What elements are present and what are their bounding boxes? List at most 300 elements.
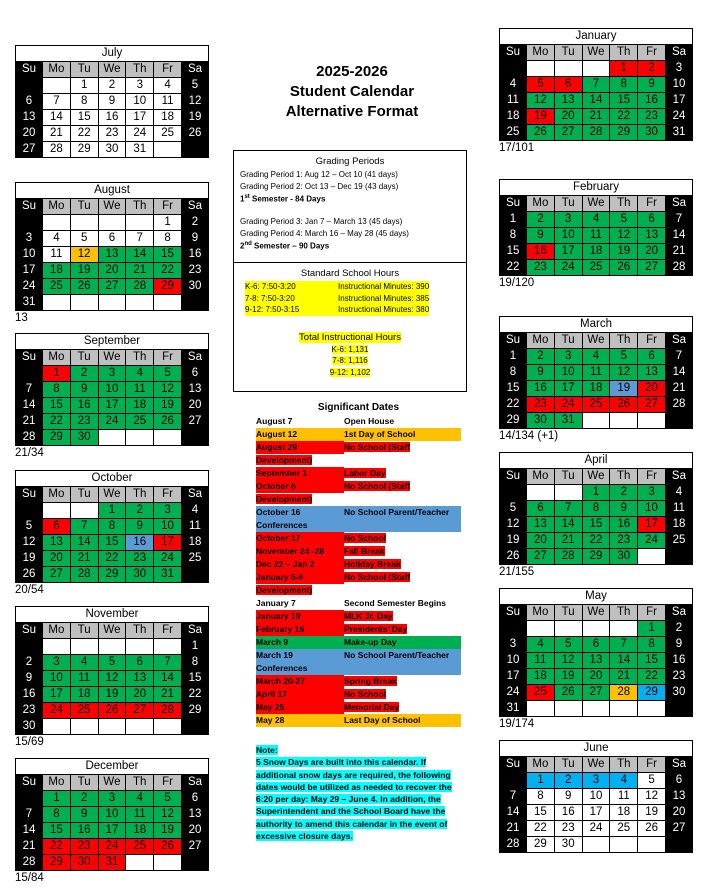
day-cell: 12 <box>98 671 126 687</box>
day-cell: 10 <box>98 382 126 398</box>
day-cell <box>638 549 666 565</box>
day-cell: 5 <box>554 637 582 653</box>
week-row <box>16 839 209 855</box>
day-cell: 8 <box>527 789 555 805</box>
school-hours-box <box>233 262 467 392</box>
day-cell: 24 <box>98 414 126 430</box>
day-cell: 5 <box>610 349 638 365</box>
weekday-header: Tu <box>70 199 98 215</box>
day-cell: 21 <box>154 687 182 703</box>
day-cell: 3 <box>554 212 582 228</box>
week-row <box>16 398 209 414</box>
day-cell: 16 <box>70 823 98 839</box>
day-cell <box>665 549 692 565</box>
day-cell: 23 <box>70 414 98 430</box>
day-cell <box>98 719 126 735</box>
day-cell: 6 <box>527 501 555 517</box>
weekday-header: Fr <box>638 757 666 773</box>
day-count: 20/54 <box>15 584 44 596</box>
event-date: March 9 <box>256 637 289 647</box>
week-row <box>500 805 693 821</box>
calendar-april <box>499 452 693 578</box>
day-cell <box>16 215 43 231</box>
day-cell: 24 <box>665 109 692 125</box>
weekday-header: Sa <box>181 775 208 791</box>
weekday-header: Su <box>500 196 527 212</box>
day-cell <box>582 413 610 429</box>
semester-1-suffix: st <box>244 194 250 200</box>
day-cell: 30 <box>98 142 126 158</box>
week-row <box>500 397 693 413</box>
day-cell: 18 <box>582 381 610 397</box>
week-row <box>16 791 209 807</box>
day-cell: 1 <box>43 791 71 807</box>
weekday-header: Sa <box>181 350 208 366</box>
weekday-header: Mo <box>527 333 555 349</box>
day-cell: 18 <box>126 398 154 414</box>
semester-2-text: Semester – 90 Days <box>251 241 330 251</box>
event-label: Make-up Day <box>344 637 397 647</box>
day-cell: 12 <box>554 653 582 669</box>
day-cell: 13 <box>181 807 208 823</box>
total-hours-value: K-6: 1,131 <box>331 344 369 354</box>
day-cell: 27 <box>554 125 582 141</box>
week-row <box>16 703 209 719</box>
weekday-header: Tu <box>70 487 98 503</box>
month-title: May <box>500 589 693 605</box>
day-cell <box>181 855 208 871</box>
day-cell: 27 <box>638 397 666 413</box>
hours-minutes: Instructional Minutes: 390 <box>338 282 430 291</box>
day-cell: 1 <box>154 215 182 231</box>
day-count: 15/84 <box>15 872 44 884</box>
weekday-header: Mo <box>43 487 71 503</box>
weekday-header: Sa <box>665 757 692 773</box>
day-cell: 16 <box>638 93 666 109</box>
day-cell: 15 <box>98 535 126 551</box>
day-cell: 14 <box>610 653 638 669</box>
day-cell: 7 <box>154 655 182 671</box>
day-cell: 2 <box>665 621 692 637</box>
event-label: Holiday Break <box>344 559 401 569</box>
day-cell: 1 <box>610 61 638 77</box>
day-cell: 17 <box>98 398 126 414</box>
weekday-header: We <box>582 333 610 349</box>
week-row <box>500 109 693 125</box>
day-cell <box>638 837 666 853</box>
week-row <box>500 533 693 549</box>
calendar-december <box>15 758 209 884</box>
day-cell: 21 <box>665 381 692 397</box>
day-cell: 29 <box>500 413 527 429</box>
day-cell: 25 <box>43 279 71 295</box>
week-row <box>500 349 693 365</box>
day-cell <box>126 215 154 231</box>
weekday-header: Mo <box>527 469 555 485</box>
week-row <box>500 637 693 653</box>
weekday-header: Fr <box>154 62 182 78</box>
day-cell: 1 <box>500 349 527 365</box>
day-cell: 9 <box>527 228 555 244</box>
day-cell: 31 <box>126 142 154 158</box>
week-row <box>16 215 209 231</box>
day-cell: 11 <box>582 228 610 244</box>
day-cell: 6 <box>43 519 71 535</box>
day-cell: 30 <box>554 837 582 853</box>
day-cell: 27 <box>665 821 692 837</box>
day-cell: 3 <box>154 503 182 519</box>
grading-heading: Grading Periods <box>315 156 385 167</box>
event-date: August 7 <box>256 416 293 426</box>
day-cell: 7 <box>16 382 43 398</box>
day-cell: 6 <box>638 349 666 365</box>
significant-date-row <box>256 688 461 701</box>
event-date: October 6 <box>256 480 344 493</box>
week-row <box>16 855 209 871</box>
day-cell: 17 <box>582 805 610 821</box>
day-cell <box>16 78 43 94</box>
day-cell: 27 <box>98 279 126 295</box>
snow-day-note <box>256 744 466 842</box>
day-cell: 18 <box>665 517 692 533</box>
day-cell: 14 <box>16 398 43 414</box>
month-title: August <box>16 183 209 199</box>
day-cell: 16 <box>665 653 692 669</box>
day-cell: 23 <box>610 533 638 549</box>
day-count: 14/134 (+1) <box>499 430 559 442</box>
event-label: No School (Staff Development) <box>256 442 411 465</box>
day-cell: 18 <box>582 244 610 260</box>
day-cell: 26 <box>98 703 126 719</box>
day-cell: 12 <box>154 807 182 823</box>
day-cell: 5 <box>638 773 666 789</box>
day-cell: 11 <box>610 789 638 805</box>
day-cell: 29 <box>70 142 98 158</box>
day-cell: 14 <box>582 93 610 109</box>
weekday-header: Fr <box>154 775 182 791</box>
day-cell <box>527 701 555 717</box>
week-row <box>16 567 209 583</box>
day-cell <box>638 413 666 429</box>
week-row <box>16 687 209 703</box>
day-cell: 28 <box>500 837 527 853</box>
day-cell: 28 <box>554 549 582 565</box>
day-cell <box>181 430 208 446</box>
weekday-header: Sa <box>665 333 692 349</box>
day-cell: 3 <box>500 637 527 653</box>
day-cell: 28 <box>16 430 43 446</box>
day-cell: 7 <box>665 349 692 365</box>
weekday-header: Fr <box>154 623 182 639</box>
day-cell: 22 <box>610 109 638 125</box>
day-cell: 22 <box>500 397 527 413</box>
title-year: 2025-2026 <box>316 63 388 80</box>
day-cell: 7 <box>16 807 43 823</box>
day-cell: 14 <box>70 535 98 551</box>
day-count: 19/174 <box>499 718 535 730</box>
day-cell <box>154 639 182 655</box>
day-cell: 24 <box>554 260 582 276</box>
day-cell: 3 <box>98 366 126 382</box>
day-cell <box>582 621 610 637</box>
day-cell: 10 <box>126 94 154 110</box>
total-hours-heading: Total Instructional Hours <box>299 331 401 343</box>
week-row <box>500 701 693 717</box>
day-cell: 11 <box>154 94 182 110</box>
day-cell: 4 <box>527 637 555 653</box>
day-cell: 20 <box>126 687 154 703</box>
day-cell: 6 <box>98 231 126 247</box>
day-count: 19/120 <box>499 277 535 289</box>
day-cell: 10 <box>582 789 610 805</box>
day-cell: 6 <box>582 637 610 653</box>
day-cell <box>154 719 182 735</box>
event-label: Open House <box>344 416 395 426</box>
day-cell: 12 <box>181 94 208 110</box>
weekday-header: Sa <box>181 199 208 215</box>
day-cell: 3 <box>554 349 582 365</box>
day-cell: 3 <box>582 773 610 789</box>
day-cell: 4 <box>582 212 610 228</box>
day-cell: 21 <box>666 244 693 260</box>
day-cell: 27 <box>181 839 208 855</box>
day-cell: 21 <box>554 533 582 549</box>
day-cell: 26 <box>181 126 208 142</box>
day-cell: 12 <box>16 535 43 551</box>
day-cell <box>610 837 638 853</box>
weekday-header: Su <box>500 605 527 621</box>
week-row <box>500 501 693 517</box>
weekday-header: Th <box>610 605 638 621</box>
calendar-january <box>499 28 693 154</box>
weekday-header: Su <box>16 487 43 503</box>
day-cell: 6 <box>181 366 208 382</box>
day-cell <box>527 485 555 501</box>
day-cell: 23 <box>527 260 555 276</box>
total-hours-value: 7-8: 1,116 <box>332 356 368 365</box>
day-cell: 11 <box>665 501 692 517</box>
day-cell: 4 <box>610 773 638 789</box>
day-cell: 22 <box>154 263 182 279</box>
page-title <box>262 62 442 122</box>
day-cell <box>126 639 154 655</box>
day-cell: 7 <box>666 212 693 228</box>
week-row <box>16 503 209 519</box>
month-title: December <box>16 759 209 775</box>
weekday-header: We <box>98 623 126 639</box>
week-row <box>16 94 209 110</box>
significant-date-row <box>256 467 461 480</box>
day-cell: 2 <box>527 349 555 365</box>
event-label: No School (Staff Development) <box>256 572 411 595</box>
semester-1-ordinal: 1 <box>240 194 245 204</box>
day-cell: 31 <box>554 413 582 429</box>
day-cell: 29 <box>181 703 208 719</box>
day-cell: 28 <box>582 125 610 141</box>
day-cell: 23 <box>98 126 126 142</box>
event-label: No School <box>344 533 387 543</box>
day-cell: 29 <box>43 430 71 446</box>
day-count: 13 <box>15 312 28 324</box>
day-cell <box>70 295 98 311</box>
weekday-header: Su <box>500 45 527 61</box>
day-cell: 1 <box>43 366 71 382</box>
event-date: August 12 <box>256 429 298 439</box>
day-cell: 26 <box>610 397 638 413</box>
month-title: February <box>500 180 693 196</box>
day-cell: 25 <box>500 125 527 141</box>
day-cell <box>43 295 71 311</box>
hours-grade: 7-8: 7:50-3:20 <box>245 293 295 303</box>
day-cell: 7 <box>500 789 527 805</box>
grading-period-1: Grading Period 1: Aug 12 – Oct 10 (41 days) <box>240 170 398 179</box>
month-title: November <box>16 607 209 623</box>
day-cell: 10 <box>665 77 692 93</box>
week-row <box>500 789 693 805</box>
day-cell: 24 <box>126 126 154 142</box>
week-row <box>500 621 693 637</box>
day-cell <box>527 61 555 77</box>
day-cell <box>181 719 208 735</box>
day-count: 21/155 <box>499 566 535 578</box>
day-cell: 26 <box>638 821 666 837</box>
event-label: 1st Day of School <box>344 429 416 439</box>
day-cell: 15 <box>181 671 208 687</box>
day-cell: 3 <box>638 485 666 501</box>
day-cell: 8 <box>582 501 610 517</box>
day-cell: 3 <box>98 791 126 807</box>
calendar-november <box>15 606 209 748</box>
weekday-header: Tu <box>70 775 98 791</box>
day-cell: 29 <box>98 567 126 583</box>
day-cell: 14 <box>154 671 182 687</box>
day-cell: 27 <box>43 567 71 583</box>
weekday-header: Tu <box>554 333 582 349</box>
significant-date-row <box>256 649 461 675</box>
day-cell: 21 <box>16 839 43 855</box>
day-cell <box>554 621 582 637</box>
event-date: April 17 <box>256 688 344 701</box>
weekday-header: We <box>582 196 610 212</box>
day-cell: 25 <box>126 839 154 855</box>
day-cell: 15 <box>500 244 527 260</box>
week-row <box>16 671 209 687</box>
day-cell: 9 <box>98 94 126 110</box>
week-row <box>500 61 693 77</box>
day-cell: 8 <box>98 519 126 535</box>
semester-1-text: Semester - 84 Days <box>249 194 326 204</box>
event-label: No School Parent/Teacher Conferences <box>256 507 450 530</box>
day-cell: 26 <box>610 260 638 276</box>
day-cell: 15 <box>527 805 555 821</box>
significant-dates-list <box>256 415 461 727</box>
day-cell: 30 <box>610 549 638 565</box>
total-hours-value: 9-12: 1,102 <box>329 367 371 377</box>
day-cell: 22 <box>70 126 98 142</box>
day-cell: 24 <box>638 533 666 549</box>
week-row <box>16 414 209 430</box>
day-cell: 28 <box>154 703 182 719</box>
day-cell: 21 <box>582 109 610 125</box>
day-cell: 29 <box>610 125 638 141</box>
day-cell: 13 <box>527 517 555 533</box>
week-row <box>16 126 209 142</box>
day-cell: 16 <box>98 110 126 126</box>
event-date: February 16 <box>256 623 344 636</box>
day-cell: 19 <box>527 109 555 125</box>
day-cell: 13 <box>16 110 43 126</box>
day-cell: 9 <box>126 519 154 535</box>
day-cell <box>638 701 666 717</box>
day-cell: 20 <box>665 805 692 821</box>
day-cell: 25 <box>610 821 638 837</box>
day-cell: 17 <box>43 687 71 703</box>
semester-2-total <box>234 239 466 252</box>
day-cell: 2 <box>98 78 126 94</box>
day-cell: 8 <box>610 77 638 93</box>
day-cell: 2 <box>181 215 208 231</box>
day-cell: 10 <box>554 228 582 244</box>
week-row <box>500 381 693 397</box>
calendar-february <box>499 179 693 289</box>
weekday-header: Su <box>500 333 527 349</box>
weekday-header: Su <box>500 469 527 485</box>
event-label: No School (Staff Development) <box>256 481 411 504</box>
event-label: Spring Break <box>344 676 397 686</box>
title-sub: Alternative Format <box>285 103 419 120</box>
weekday-header: Th <box>126 487 154 503</box>
day-cell: 16 <box>610 517 638 533</box>
day-cell: 30 <box>70 430 98 446</box>
week-row <box>500 669 693 685</box>
day-cell <box>527 621 555 637</box>
day-cell: 14 <box>666 228 693 244</box>
day-cell <box>500 61 527 77</box>
day-cell: 7 <box>610 637 638 653</box>
day-cell: 1 <box>638 621 666 637</box>
week-row <box>16 519 209 535</box>
day-cell: 17 <box>554 244 582 260</box>
weekday-header: We <box>98 199 126 215</box>
day-cell: 22 <box>582 533 610 549</box>
event-label: Labor Day <box>344 468 386 478</box>
day-cell: 9 <box>665 637 692 653</box>
significant-date-row <box>256 441 461 467</box>
day-cell <box>554 485 582 501</box>
day-cell: 8 <box>638 637 666 653</box>
weekday-header: Su <box>16 775 43 791</box>
week-row <box>500 685 693 701</box>
day-cell: 12 <box>610 365 638 381</box>
week-row <box>500 212 693 228</box>
week-row <box>16 78 209 94</box>
event-date: Dec 22 – Jan 2 <box>256 558 344 571</box>
weekday-header: Fr <box>638 605 666 621</box>
day-cell: 22 <box>500 260 527 276</box>
week-row <box>16 551 209 567</box>
significant-date-row <box>256 428 461 441</box>
significant-dates-heading: Significant Dates <box>317 402 400 413</box>
week-row <box>16 231 209 247</box>
day-cell <box>126 855 154 871</box>
hours-minutes: Instructional Minutes: 380 <box>338 305 430 314</box>
event-date: May 28 <box>256 715 285 725</box>
day-cell: 5 <box>154 791 182 807</box>
day-cell <box>43 639 71 655</box>
day-cell: 5 <box>527 77 555 93</box>
day-cell: 2 <box>554 773 582 789</box>
day-cell <box>43 215 71 231</box>
